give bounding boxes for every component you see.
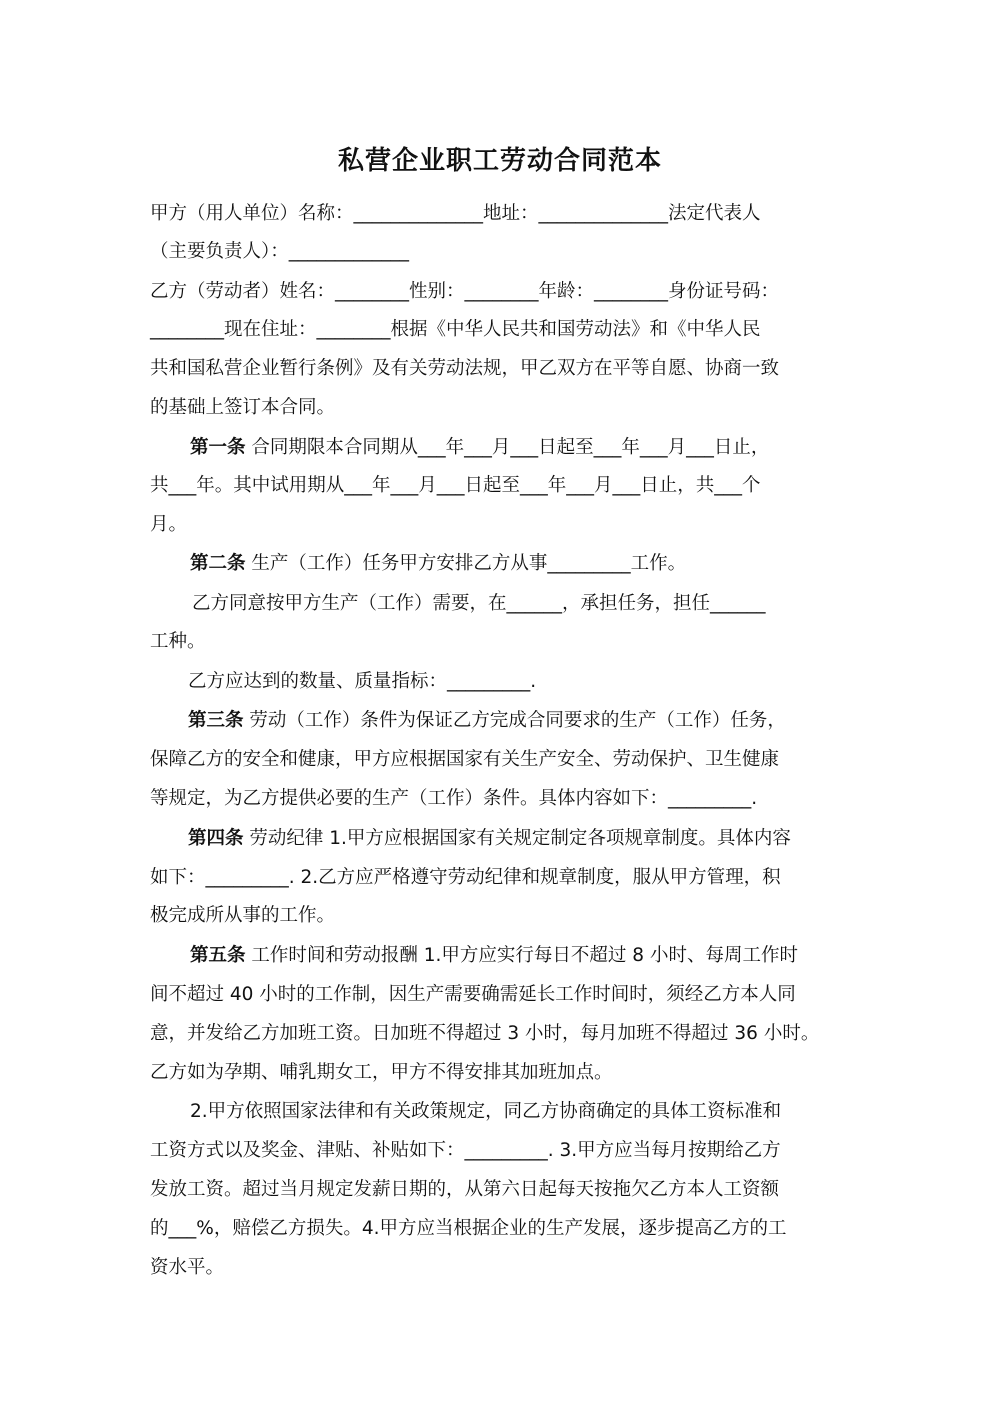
- line-text: 乙方如为孕期、哺乳期女工，甲方不得安排其加班加点。: [150, 1062, 613, 1083]
- article-heading: 第三条: [188, 710, 244, 731]
- paragraph-line: [150, 1178, 779, 1202]
- paragraph-line: [150, 280, 779, 304]
- article-heading: 第二条: [190, 553, 246, 574]
- line-text: 劳动纪律 1.甲方应根据国家有关规定制定各项规章制度。具体内容: [243, 828, 791, 849]
- line-text: ________现在住址：________根据《中华人民共和国劳动法》和《中华人民: [150, 319, 761, 340]
- paragraph-line: [150, 866, 781, 890]
- article-1-line: [190, 436, 769, 460]
- paragraph-line: [150, 630, 206, 654]
- line-text: 乙方应达到的数量、质量指标：_________.: [188, 671, 537, 692]
- paragraph-line: [150, 1061, 613, 1085]
- line-text: 间不超过 40 小时的工作制，因生产需要确需延长工作时间时，须经乙方本人同: [150, 984, 796, 1005]
- paragraph-line: [192, 592, 766, 616]
- line-text: 工资方式以及奖金、津贴、补贴如下：_________. 3.甲方应当每月按期给乙方: [150, 1140, 781, 1161]
- line-text: 甲方（用人单位）名称：______________地址：______________法定代表人: [150, 203, 761, 224]
- paragraph-line: [150, 240, 409, 264]
- document-title: 私营企业职工劳动合同范本: [337, 146, 662, 176]
- line-text: 生产（工作）任务甲方安排乙方从事_________工作。: [245, 553, 687, 574]
- paragraph-line: [150, 396, 335, 420]
- article-4-line: [188, 827, 791, 851]
- paragraph-line: [150, 904, 335, 928]
- paragraph-line: [150, 1256, 224, 1280]
- line-text: 工作时间和劳动报酬 1.甲方应实行每日不超过 8 小时、每周工作时: [245, 945, 798, 966]
- article-heading: 第一条: [190, 437, 246, 458]
- paragraph-line: [150, 787, 757, 811]
- line-text: 发放工资。超过当月规定发薪日期的，从第六日起每天按拖欠乙方本人工资额: [150, 1179, 780, 1200]
- paragraph-line: [150, 1139, 781, 1163]
- paragraph-line: [188, 670, 536, 694]
- line-text: （主要负责人）：_____________: [150, 241, 410, 262]
- article-heading: 第四条: [188, 828, 244, 849]
- paragraph-line: [150, 1217, 786, 1241]
- paragraph-line: [150, 513, 187, 537]
- article-3-line: [188, 709, 786, 733]
- line-text: 工种。: [150, 631, 206, 652]
- line-text: 资水平。: [150, 1257, 225, 1278]
- paragraph-line: [150, 357, 779, 381]
- paragraph-line: [150, 748, 779, 772]
- paragraph-line: [150, 474, 761, 498]
- line-text: 合同期限本合同期从___年___月___日起至___年___月___日止，: [245, 437, 770, 458]
- line-text: 的___%，赔偿乙方损失。4.甲方应当根据企业的生产发展，逐步提高乙方的工: [150, 1218, 787, 1239]
- line-text: 劳动（工作）条件为保证乙方完成合同要求的生产（工作）任务，: [243, 710, 786, 731]
- paragraph-line: [190, 1100, 781, 1124]
- line-text: 月。: [150, 514, 188, 535]
- line-text: 共和国私营企业暂行条例》及有关劳动法规，甲乙双方在平等自愿、协商一致: [150, 358, 780, 379]
- paragraph-line: [150, 202, 761, 226]
- line-text: 2.甲方依照国家法律和有关政策规定，同乙方协商确定的具体工资标准和: [190, 1101, 782, 1122]
- line-text: 意，并发给乙方加班工资。日加班不得超过 3 小时，每月加班不得超过 36 小时。: [150, 1023, 820, 1044]
- line-text: 极完成所从事的工作。: [150, 905, 336, 926]
- article-5-line: [190, 944, 798, 968]
- line-text: 保障乙方的安全和健康，甲方应根据国家有关生产安全、劳动保护、卫生健康: [150, 749, 780, 770]
- line-text: 的基础上签订本合同。: [150, 397, 336, 418]
- line-text: 乙方同意按甲方生产（工作）需要，在______，承担任务，担任______: [192, 593, 766, 614]
- paragraph-line: [150, 1022, 819, 1046]
- article-2-line: [190, 552, 686, 576]
- line-text: 如下：_________. 2.乙方应严格遵守劳动纪律和规章制度，服从甲方管理，积: [150, 867, 781, 888]
- line-text: 乙方（劳动者）姓名：________性别：________年龄：________身份证号码：: [150, 281, 780, 302]
- paragraph-line: [150, 318, 761, 342]
- article-heading: 第五条: [190, 945, 246, 966]
- line-text: 等规定，为乙方提供必要的生产（工作）条件。具体内容如下：_________.: [150, 788, 758, 809]
- line-text: 共___年。其中试用期从___年___月___日起至___年___月___日止，共___个: [150, 475, 761, 496]
- paragraph-line: [150, 983, 796, 1007]
